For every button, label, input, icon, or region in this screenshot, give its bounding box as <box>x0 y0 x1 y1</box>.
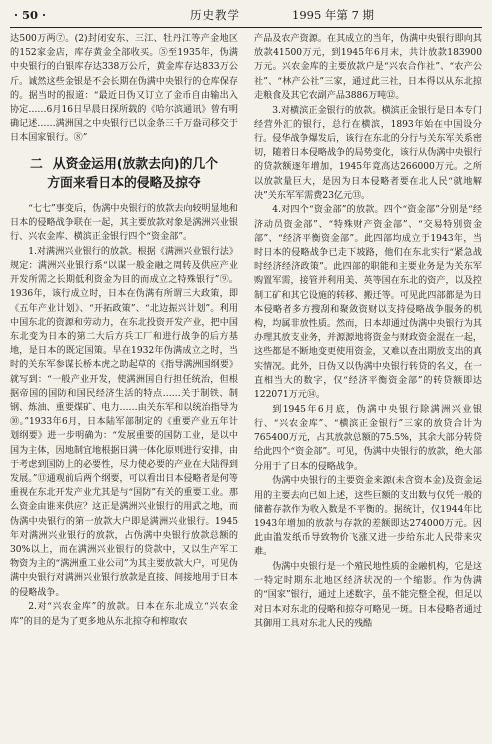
paragraph: 3.对横滨正金银行的放款。横滨正金银行是日本专门经营外汇的银行，总行在横滨，1893年始在中国设分行。侵华战争爆发后，该行在东北的分行与关东军关系密切，随着日本侵略战争的局势变化，该行从伪满中央银行的贷款额逐年增加，1945年竟高达266000万元。之所以放款量巨大，是因为日本侵略者要在北人民“就地解决”关东军军需费23亿元⑬。 <box>254 105 482 201</box>
page-header <box>10 4 482 26</box>
paragraph: 到1945年6月底，伪满中央银行除满洲兴业银行、“兴农金库”、“横滨正金银行”三家的放贷合计为765400万元，占其放款总额的75.5%，其余大部分转贷给此四个“资金部”。可见，伪满中央银行的放款，绝大部分用于了日本的侵略战争。 <box>254 404 482 472</box>
section-heading <box>10 155 238 193</box>
right-column <box>254 32 482 738</box>
paragraph: “七七”事变后，伪满中央银行的放款去向较明显地和日本的侵略战争联在一起，其主要放款对象是满洲兴业银行、兴农金库、横滨正金银行四个“资金部”。 <box>10 203 238 243</box>
paragraph: 产品及农产资源。在其成立的当年，伪满中央银行即向其放款41500万元，到1945年6月末，共计放款183900万元。兴农金库的主要放款户是“兴农合作社”、“农产公社”、“林产公社”三家，通过此三社，日本得以从东北掠走粮食及其它农副产品3886万吨⑫。 <box>254 34 482 101</box>
issue-label: 1995 年第 7 期 <box>292 8 375 22</box>
section-title-line-1: 从资金运用(放款去向)的几个 <box>52 156 219 172</box>
section-number: 二 <box>29 156 43 172</box>
paragraph: 2.对“兴农金库”的放款。日本在东北成立“兴农金库”的目的是为了更多地从东北掠夺和榨取农 <box>10 602 238 627</box>
section-title-line-2: 方面来看日本的侵略及掠夺 <box>47 175 201 191</box>
page-number: · 50 · <box>14 8 47 22</box>
paragraph: 1.对满洲兴业银行的放款。根据《满洲兴业银行法》规定：满洲兴业银行系“以谋一般金融之周转及供应产业开发所需之长期低利资金为目的而成立之特殊银行”⑨。1936年，该行成立时，日本在伪满有所谓三大政策，即《五年产业计划》、“开拓政策”、“北边振兴计划”。利用中国东北的资源和劳动力，在东北投资开发产业，把中国东北变为日本的第二大后方兵工厂和进行战争的后方基地，是日本的既定国策。早在1932年伪满成立之时，当时的关东军参谋长桥本虎之助起草的《指导满洲国纲要》就写到：“一般产业开发，使满洲国自行担任统治，但根据帝国的国防和国民经济生活的特点……关于制铁、制钢、炼油、重要煤矿、电力……由关东军和以统治指导为⑩。”1933年6月，日本陆军部制定的《重要产业五年计划纲要》进一步明确为：“发展重要的国防工业，是以中国为主体，因地制宜地根据日满一体化原则进行安排，由于考虑到国防上的必要性，尽力使必要的产业在大陆得到发展。”⑪通观前后两个纲要，可以看出日本侵略者是何等重视在东北开发产业尤其是与“国防”有关的重要工业。那么资金由谁来供应？这正是满洲兴业银行的用武之地，而伪满中央银行的第一放款大户即是满洲兴业银行。1945年对满洲兴业银行的放款，占伪满中央银行放款总额的30%以上，而在满洲兴业银行的贷款中，又以生产军工物资为主的“满洲重工业公司”为其主要放款大户，可见伪满中央银行对满洲兴业银行放款是直接、间接地用于日本的侵略战争。 <box>10 246 238 598</box>
header-rule <box>10 27 482 28</box>
journal-title: 历史教学 <box>190 8 240 22</box>
paragraph: 伪满中央银行是一个殖民地性质的金融机构，它是这一特定时期东北地区经济状况的一个缩影。作为伪满的“国家”银行，通过上述数字，虽不能完整全视，但足以对日本对东北的侵略和掠夺可略见一斑。日本侵略者通过其御用工具对东北人民的残酷 <box>254 562 482 629</box>
paragraph: 4.对四个“资金部”的放款。四个“资金部”分别是“经济动员资金部”、“特殊财产资金部”、“交易特别资金部”、“经济平衡资金部”。此四部均成立于1943年，当时日本的侵略战争已走下坡路，他们在东北实行“紧急战时经济经济政策”。此四部的职能和主要业务是为关东军购置军需，接管并利用美、英等国在东北的资产，以及控制工矿和其它设施的转移、搬迁等。可见此四部都是为日本侵略者多方搜刮和聚敛资财以支持侵略战争服务的机构，均属非放性质。然而，日本却通过伪满中央银行为其办理其放支业务，并源源地将资金与财政资金混在一起，这些都是不断地变更使用资金，又难以查出期放支出的真实情况。此外，日伪又以伪满中央银行转贷的名义，在一直相当大的数字，仅“经济平衡资金部”的转贷额即达122071万元⑭。 <box>254 205 482 401</box>
paragraph: 达500万两⑦。(2)封闭安东、三江、牡丹江等产金地区的152家金店，库存黄金全部收买。⑤至1935年，伪满中央银行的白银库存达338万公斤，黄金库存达833万公斤。诚然这些金银是不会长期在伪满中央银行的仓库保存的。据当时的报道：“最近日伪又订立了金币自由输出入协定……6月16日早晨日探所载的《哈尔滨通讯》曾有明确记述……满洲国之中央银行已以金条三千万盎司移交于日本国家银行。⑧” <box>10 34 238 144</box>
left-column <box>10 32 238 738</box>
paragraph: 伪满中央银行的主要资金来源(未含资本金)及资金运用的主要去向已如上述，这些巨额的支出数与仅凭一般的储蓄存款作为收入数是不平衡的。据统计，仅1944年比1943年增加的放款与存款的差额即达274000万元。因此由滥发纸币导致物价飞涨又进一步给东北人民带来灾难。 <box>254 476 482 558</box>
